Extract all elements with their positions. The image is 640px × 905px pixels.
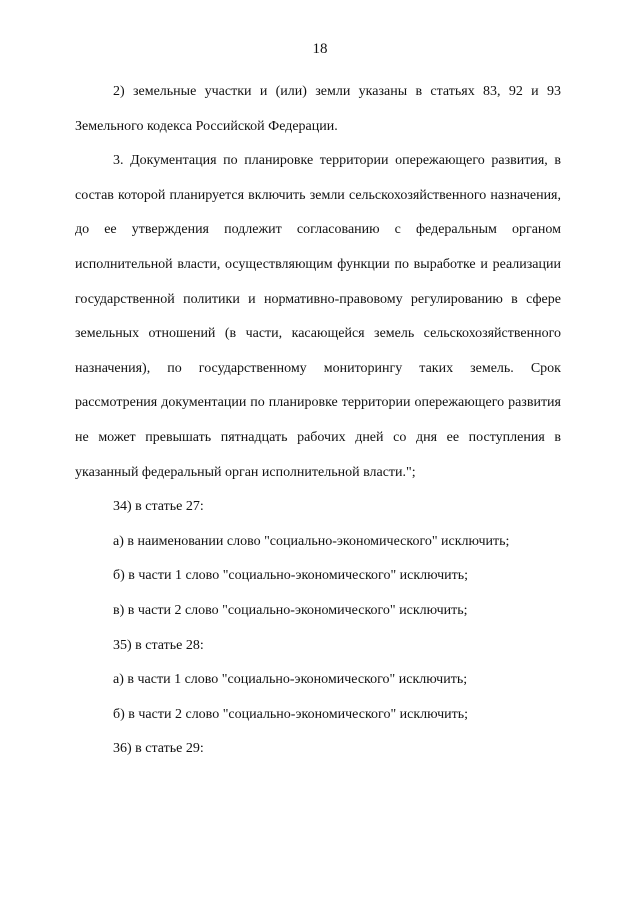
paragraph-subitem-2: 2) земельные участки и (или) земли указаны в статьях 83, 92 и 93 Земельного кодекса Российской Федерации.	[75, 84, 561, 134]
paragraph-item-36: 36) в статье 29:	[113, 741, 204, 757]
paragraph-item-34: 34) в статье 27:	[113, 499, 204, 515]
paragraph-item-34-v: в) в части 2 слово "социально-экономического" исключить;	[113, 602, 468, 618]
paragraph-item-34-b: б) в части 1 слово "социально-экономического" исключить;	[113, 568, 469, 584]
paragraph-item-35-a: а) в части 1 слово "социально-экономического" исключить;	[113, 672, 468, 688]
document-body	[75, 75, 561, 767]
paragraph-item-35-b: б) в части 2 слово "социально-экономического" исключить;	[113, 706, 469, 722]
paragraph-item-34-a: а) в наименовании слово "социально-экономического" исключить;	[113, 533, 510, 549]
page-number: 18	[312, 41, 328, 57]
paragraph-item-3-documentation: 3. Документация по планировке территории опережающего развития, в состав которой планируется включить земли сельскохозяйственного назначения, до ее утверждения подлежит согласованию с федеральным органом исполнительной власти, осуществляющим функции по выработке и реализации государственной политики и нормативно-правовому регулированию в сфере земельных отношений (в части, касающейся земель сельскохозяйственного назначения), по государственному мониторингу таких земель. Срок рассмотрения документации по планировке территории опережающего развития не может превышать пятнадцать рабочих дней со дня ее поступления в указанный федеральный орган исполнительной власти.";	[75, 153, 561, 480]
paragraph-item-35: 35) в статье 28:	[113, 637, 204, 653]
